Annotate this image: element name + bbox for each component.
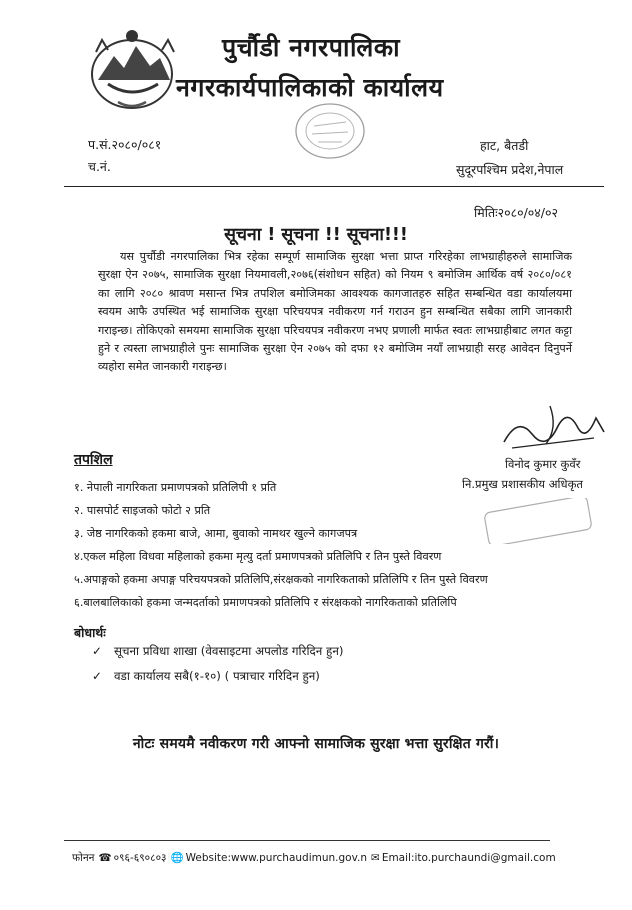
tapasil-heading: तपशिल bbox=[74, 452, 113, 468]
cc-item bbox=[92, 668, 320, 684]
notice-date: मितिः२०८०/०४/०२ bbox=[474, 205, 559, 220]
office-seal-stamp-icon bbox=[290, 100, 370, 162]
signatory-name: विनोद कुमार कुवँर bbox=[505, 457, 581, 471]
list-item: ४.एकल महिला विधवा महिलाको हकमा मृत्यु दर्ता प्रमाणपत्रको प्रतिलिपि र तिन पुस्ते विवरण bbox=[74, 550, 442, 563]
cc-item-label: वडा कार्यालय सबै(१-१०) ( पत्राचार गरिदिन हुन) bbox=[114, 669, 320, 683]
list-item: २. पासपोर्ट साइजको फोटो २ प्रति bbox=[74, 504, 211, 517]
phone-number: ०९६-६९०८०३ bbox=[113, 852, 167, 864]
check-mark-icon: ✓ bbox=[92, 644, 102, 658]
office-name: नगरकार्यपालिकाको कार्यालय bbox=[176, 73, 444, 102]
website-link[interactable]: Website:www.purchaudimun.gov.n bbox=[185, 852, 367, 864]
signatory-title: नि.प्रमुख प्रशासकीय अधिकृत bbox=[462, 477, 583, 491]
footer-divider bbox=[64, 840, 550, 841]
contact-footer bbox=[72, 851, 556, 865]
notice-heading: सूचना ! सूचना !! सूचना!!! bbox=[224, 225, 408, 245]
cc-item-label: सूचना प्रविधा शाखा (वेवसाइटमा अपलोड गरिदिन हुन) bbox=[114, 644, 344, 658]
check-mark-icon: ✓ bbox=[92, 669, 102, 683]
nepal-emblem-icon bbox=[78, 22, 186, 114]
list-item: ६.बालबालिकाको हकमा जन्मदर्ताको प्रमाणपत्रको प्रतिलिपि र संरक्षकको नागरिकताको प्रतिलिपि bbox=[74, 596, 457, 609]
notice-body bbox=[98, 248, 572, 377]
notice-paragraph: यस पुर्चौडी नगरपालिका भित्र रहेका सम्पूर्ण सामाजिक सुरक्षा भत्ता प्राप्त गरिरहेका लाभग्राहीहरुले सामाजिक सुरक्षा ऐन २०७५, सामाजिक सुरक्षा नियमावली,२०७६(संशोधन सहित) को नियम ९ बमोजिम आर्थिक वर्ष २०८०/०८१ का लागि २०८० श्रावण मसान्त भित्र तपशिल बमोजिमका आवश्यक कागजातहरु सहित सम्बन्धित वडा कार्यालयमा स्वयम आफै उपस्थित भई सामाजिक सुरक्षा परिचयपत्र नवीकरण गर्न गराउन हुन सम्बन्धित सबैका लागि जानकारी गराइन्छ। तोकिएको समयमा सामाजिक सुरक्षा परिचयपत्र नवीकरण नभए प्रणाली मार्फत स्वतः लाभग्राहीबाट लगत कट्टा हुने र त्यस्ता लाभग्राहीले पुनः सामाजिक सुरक्षा ऐन २०७५ को दफा १२ बमोजिम नयाँ लाभग्राही सरह आवेदन दिनुपर्ने व्यहोरा समेत जानकारी गराइन्छ। bbox=[98, 250, 572, 374]
globe-icon: 🌐 bbox=[170, 852, 184, 864]
signature-icon bbox=[498, 398, 610, 454]
envelope-icon: ✉ bbox=[371, 852, 380, 864]
signatory-stamp-icon bbox=[478, 498, 598, 544]
municipality-name: पुर्चौडी नगरपालिका bbox=[222, 33, 401, 62]
footnote: नोटः समयमै नवीकरण गरी आफ्नो सामाजिक सुरक्षा भत्ता सुरक्षित गरौं। bbox=[132, 736, 500, 752]
list-item: ३. जेष्ठ नागरिकको हकमा बाजे, आमा, बुवाको नामथर खुल्ने कागजपत्र bbox=[74, 527, 358, 540]
dispatch-number: च.नं. bbox=[88, 159, 111, 174]
email-link[interactable]: Email:ito.purchaundi@gmail.com bbox=[381, 852, 556, 864]
address-line-1: हाट, बैतडी bbox=[480, 138, 529, 153]
cc-item bbox=[92, 643, 343, 659]
list-item: १. नेपाली नागरिकता प्रमाणपत्रको प्रतिलिपी १ प्रति bbox=[74, 481, 277, 494]
tapasil-list bbox=[74, 476, 488, 614]
header-divider bbox=[64, 186, 604, 187]
address-line-2: सुदूरपश्चिम प्रदेश,नेपाल bbox=[456, 162, 564, 177]
list-item: ५.अपाङ्गको हकमा अपाङ्ग परिचयपत्रको प्रतिलिपि,संरक्षकको नागरिकताको प्रतिलिपि र तिन पुस्ते विवरण bbox=[74, 573, 488, 586]
phone-label: फोनन bbox=[72, 852, 95, 864]
reference-number: प.सं.२०८०/०८१ bbox=[88, 137, 162, 152]
telephone-icon: ☎ bbox=[98, 852, 112, 864]
bodhartha-heading: बोधार्थः bbox=[74, 625, 106, 640]
